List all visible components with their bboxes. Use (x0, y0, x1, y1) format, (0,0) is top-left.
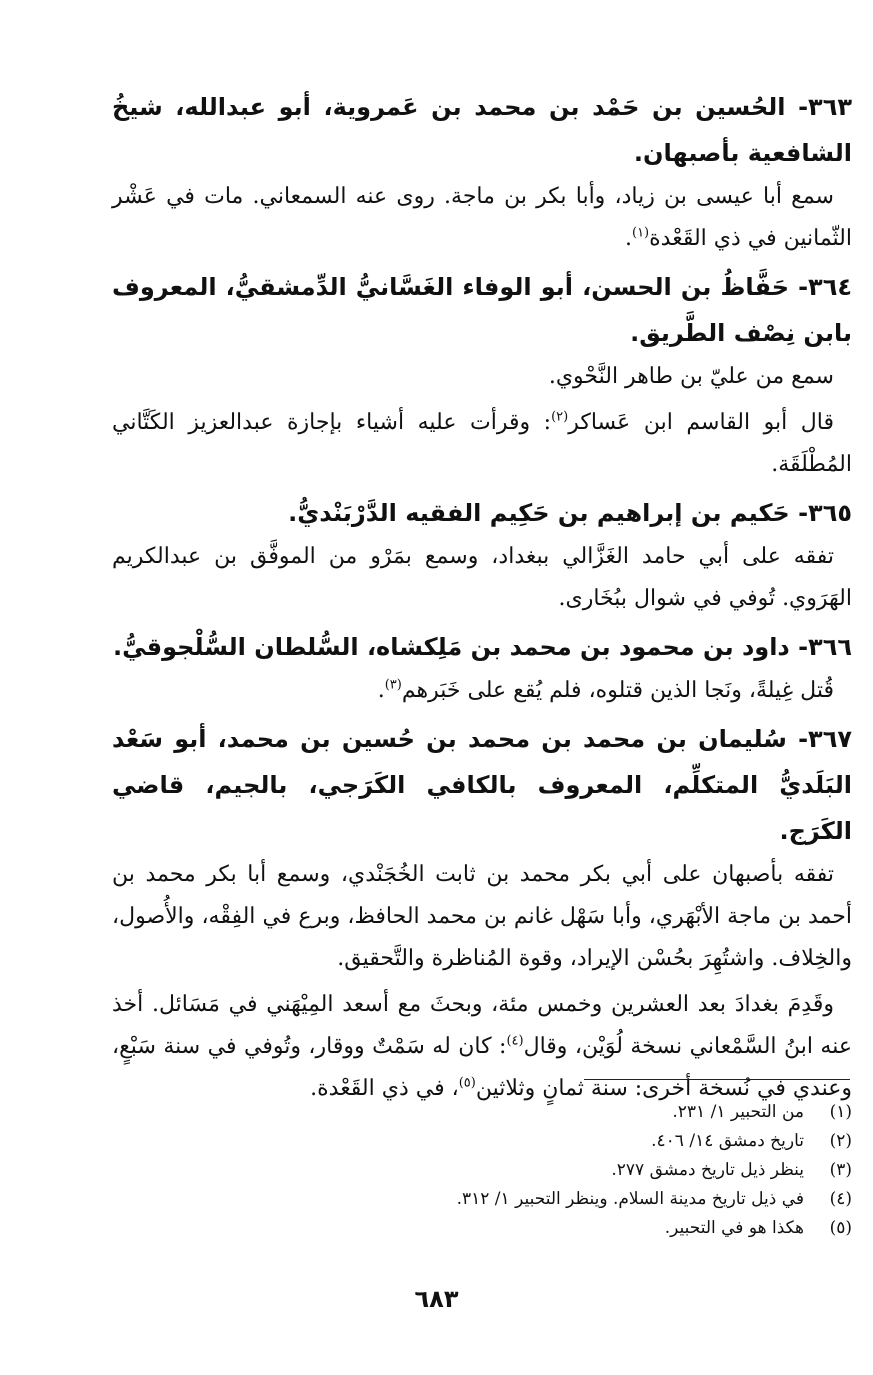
footnote (112, 1098, 852, 1127)
paragraph-text: سمع من عليّ بن طاهر النَّحْوي. (548, 364, 834, 389)
footnote (112, 1185, 852, 1214)
page-body (112, 84, 852, 1114)
paragraph-tail: ، في ذي القَعْدة. (310, 1076, 459, 1101)
paragraph-tail: : كان له سَمْتٌ ووقار، وتُوفي في سنة سَبْعٍ، وعندي في نُسخة أخرى: سنة ثمانٍ وثلاثين (112, 1034, 852, 1101)
footnote-text: من التحبير ١/ ٢٣١. (672, 1102, 804, 1122)
paragraph-text: سمع أبا عيسى بن زياد، وأبا بكر بن ماجة. روى عنه السمعاني. مات في عَشْر الثّمانين في ذي القَعْدة (112, 184, 852, 251)
entry-heading: ٣٦٤- حَفَّاظُ بن الحسن، أبو الوفاء الغَسَّانيُّ الدِّمشقيُّ، المعروف بابن نِصْف الطَّريق. (112, 273, 852, 347)
footnote-text: هكذا هو في التحبير. (664, 1218, 804, 1238)
footnote (112, 1127, 852, 1156)
footnote-text: تاريخ دمشق ١٤/ ٤٠٦. (651, 1131, 804, 1151)
entry-heading: ٣٦٣- الحُسين بن حَمْد بن محمد بن عَمروية، أبو عبدالله، شيخُ الشافعية بأصبهان. (112, 93, 852, 167)
entry-paragraph (112, 176, 852, 260)
footnote-number: (٥) (829, 1218, 852, 1238)
footnote-marker[interactable]: (٤) (506, 1033, 524, 1049)
entry-paragraph (112, 854, 852, 980)
paragraph-tail: . (377, 678, 385, 703)
paragraph-text: تفقه على أبي حامد الغَزَّالي ببغداد، وسمع بمَرْو من الموفَّق بن عبدالكريم الهَرَوي. تُوفي في شوال ببُخَارى. (112, 544, 852, 611)
paragraph-text: وقَدِمَ بغدادَ بعد العشرين وخمس مئة، وبحثَ مع أسعد المِيْهَني في مَسَائل. أخذ عنه ابنُ السَّمْعاني نسخة لُوَيْن، وقال (112, 992, 852, 1059)
entry-paragraph (112, 670, 852, 712)
footnote-number: (٤) (829, 1189, 852, 1209)
footnote-divider (584, 1079, 850, 1080)
footnote-number: (١) (829, 1102, 852, 1122)
entry-heading: ٣٦٦- داود بن محمود بن محمد بن مَلِكشاه، السُّلطان السُّلْجوقيُّ. (112, 633, 852, 661)
footnote (112, 1156, 852, 1185)
footnote-marker[interactable]: (١) (631, 225, 650, 241)
footnote-marker[interactable]: (٢) (551, 409, 569, 425)
paragraph-tail: : وقرأت عليه أشياء بإجازة عبدالعزيز الكَتَّاني المُطْلَقَة. (112, 410, 852, 477)
footnote-text: في ذيل تاريخ مدينة السلام. وينظر التحبير ١/ ٣١٢. (456, 1189, 804, 1209)
footnote (112, 1214, 852, 1243)
paragraph-text: تفقه بأصبهان على أبي بكر محمد بن ثابت الخُجَنْدي، وسمع أبا بكر محمد بن أحمد بن ماجة الأبْهَري، وأبا سَهْل غانم بن محمد الحافظ، وبرع في الفِقْه، والأُصول، والخِلاف. واشتُهِرَ بحُسْن الإيراد، وقوة المُناظرة والتَّحقيق. (112, 862, 852, 971)
entry-paragraph (112, 356, 852, 398)
footnote-marker[interactable]: (٣) (384, 677, 402, 693)
paragraph-tail: . (624, 226, 632, 251)
entry-paragraph (112, 536, 852, 620)
entry-paragraph (112, 984, 852, 1110)
footnote-number: (٣) (829, 1160, 852, 1180)
entry-heading: ٣٦٧- سُليمان بن محمد بن محمد بن حُسين بن محمد، أبو سَعْد البَلَديُّ المتكلِّم، المعروف بالكافي الكَرَجي، بالجيم، قاضي الكَرَج. (112, 725, 852, 845)
footnote-marker[interactable]: (٥) (458, 1075, 476, 1091)
page-number: ٦٨٣ (414, 1285, 459, 1313)
footnote-number: (٢) (829, 1131, 852, 1151)
footnotes (112, 1098, 852, 1243)
paragraph-text: قُتل غِيلةً، ونَجا الذين قتلوه، فلم يُقع على خَبَرهم (401, 678, 834, 703)
paragraph-text: قال أبو القاسم ابن عَساكر (568, 410, 834, 435)
footnote-text: ينظر ذيل تاريخ دمشق ٢٧٧. (611, 1160, 804, 1180)
entry-heading: ٣٦٥- حَكيم بن إبراهيم بن حَكِيم الفقيه الدَّرْبَنْديُّ. (288, 499, 852, 527)
entry-paragraph (112, 402, 852, 486)
